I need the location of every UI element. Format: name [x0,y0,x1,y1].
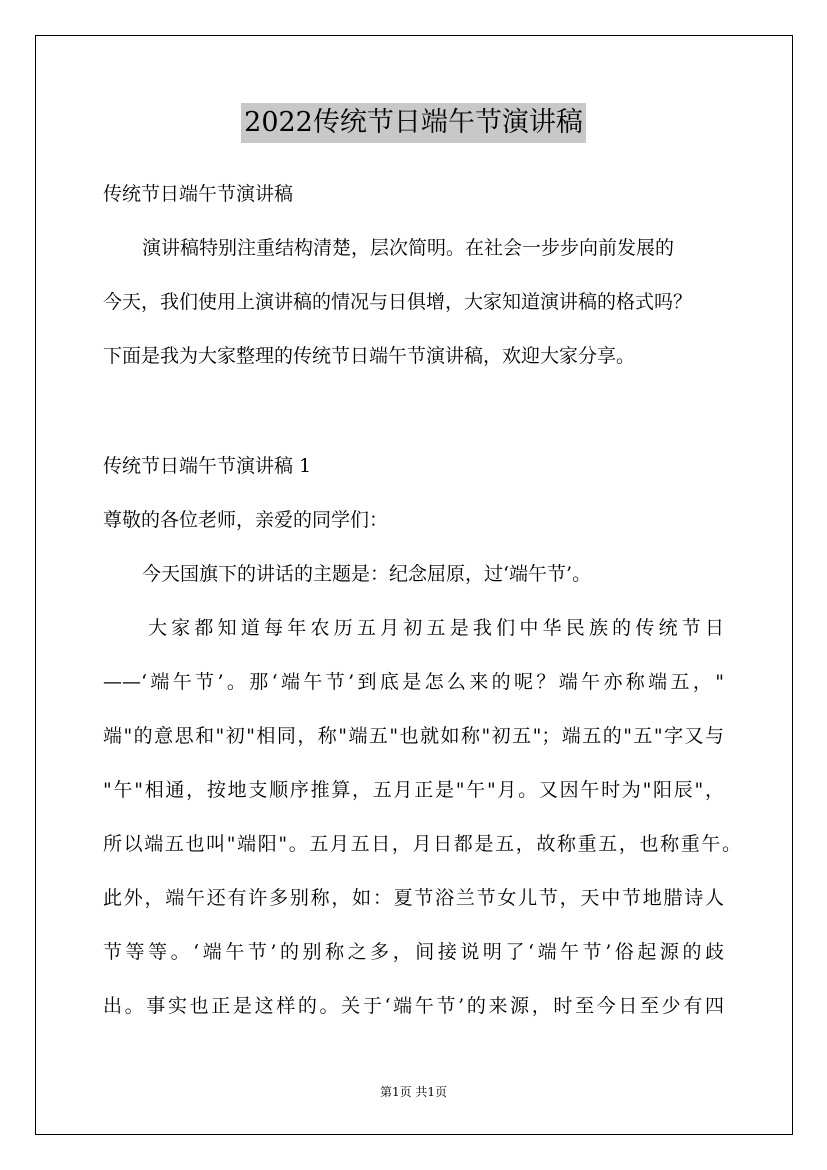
section-heading: 传统节日端午节演讲稿 1 [103,455,312,477]
greeting: 尊敬的各位老师，亲爱的同学们： [103,509,389,531]
body-line: 所以端五也叫"端阳"。五月五日，月日都是五，故称重五，也称重午。 [103,833,741,855]
body-line: "午"相通，按地支顺序推算，五月正是"午"月。又因午时为"阳辰"， [103,779,724,801]
body-line: 节等等。‘端午节’的别称之多，间接说明了‘端午节’俗起源的歧 [103,941,724,963]
intro-line: 下面是我为大家整理的传统节日端午节演讲稿，欢迎大家分享。 [103,345,636,367]
body-line: 出。事实也正是这样的。关于‘端午节’的来源，时至今日至少有四 [103,995,724,1017]
intro-line: 演讲稿特别注重结构清楚，层次简明。在社会一步步向前发展的 [142,237,675,259]
page-footer: 第1页 共1页 [379,1085,448,1099]
body-line: ——‘端午节’。那‘端午节’到底是怎么来的呢？端午亦称端五，" [103,671,724,693]
document-title: 2022传统节日端午节演讲稿 [241,103,586,143]
title-container [0,103,827,143]
subtitle: 传统节日端午节演讲稿 [103,183,294,205]
body-line: 此外，端午还有许多别称，如：夏节浴兰节女儿节，天中节地腊诗人 [103,887,724,909]
body-line: 大家都知道每年农历五月初五是我们中华民族的传统节日 [148,617,724,639]
intro-line: 今天，我们使用上演讲稿的情况与日俱增，大家知道演讲稿的格式吗？ [103,291,693,313]
body-line: 端"的意思和"初"相同，称"端五"也就如称"初五"；端五的"五"字又与 [103,725,724,747]
topic-line: 今天国旗下的讲话的主题是：纪念屈原，过‘端午节’。 [142,563,592,585]
